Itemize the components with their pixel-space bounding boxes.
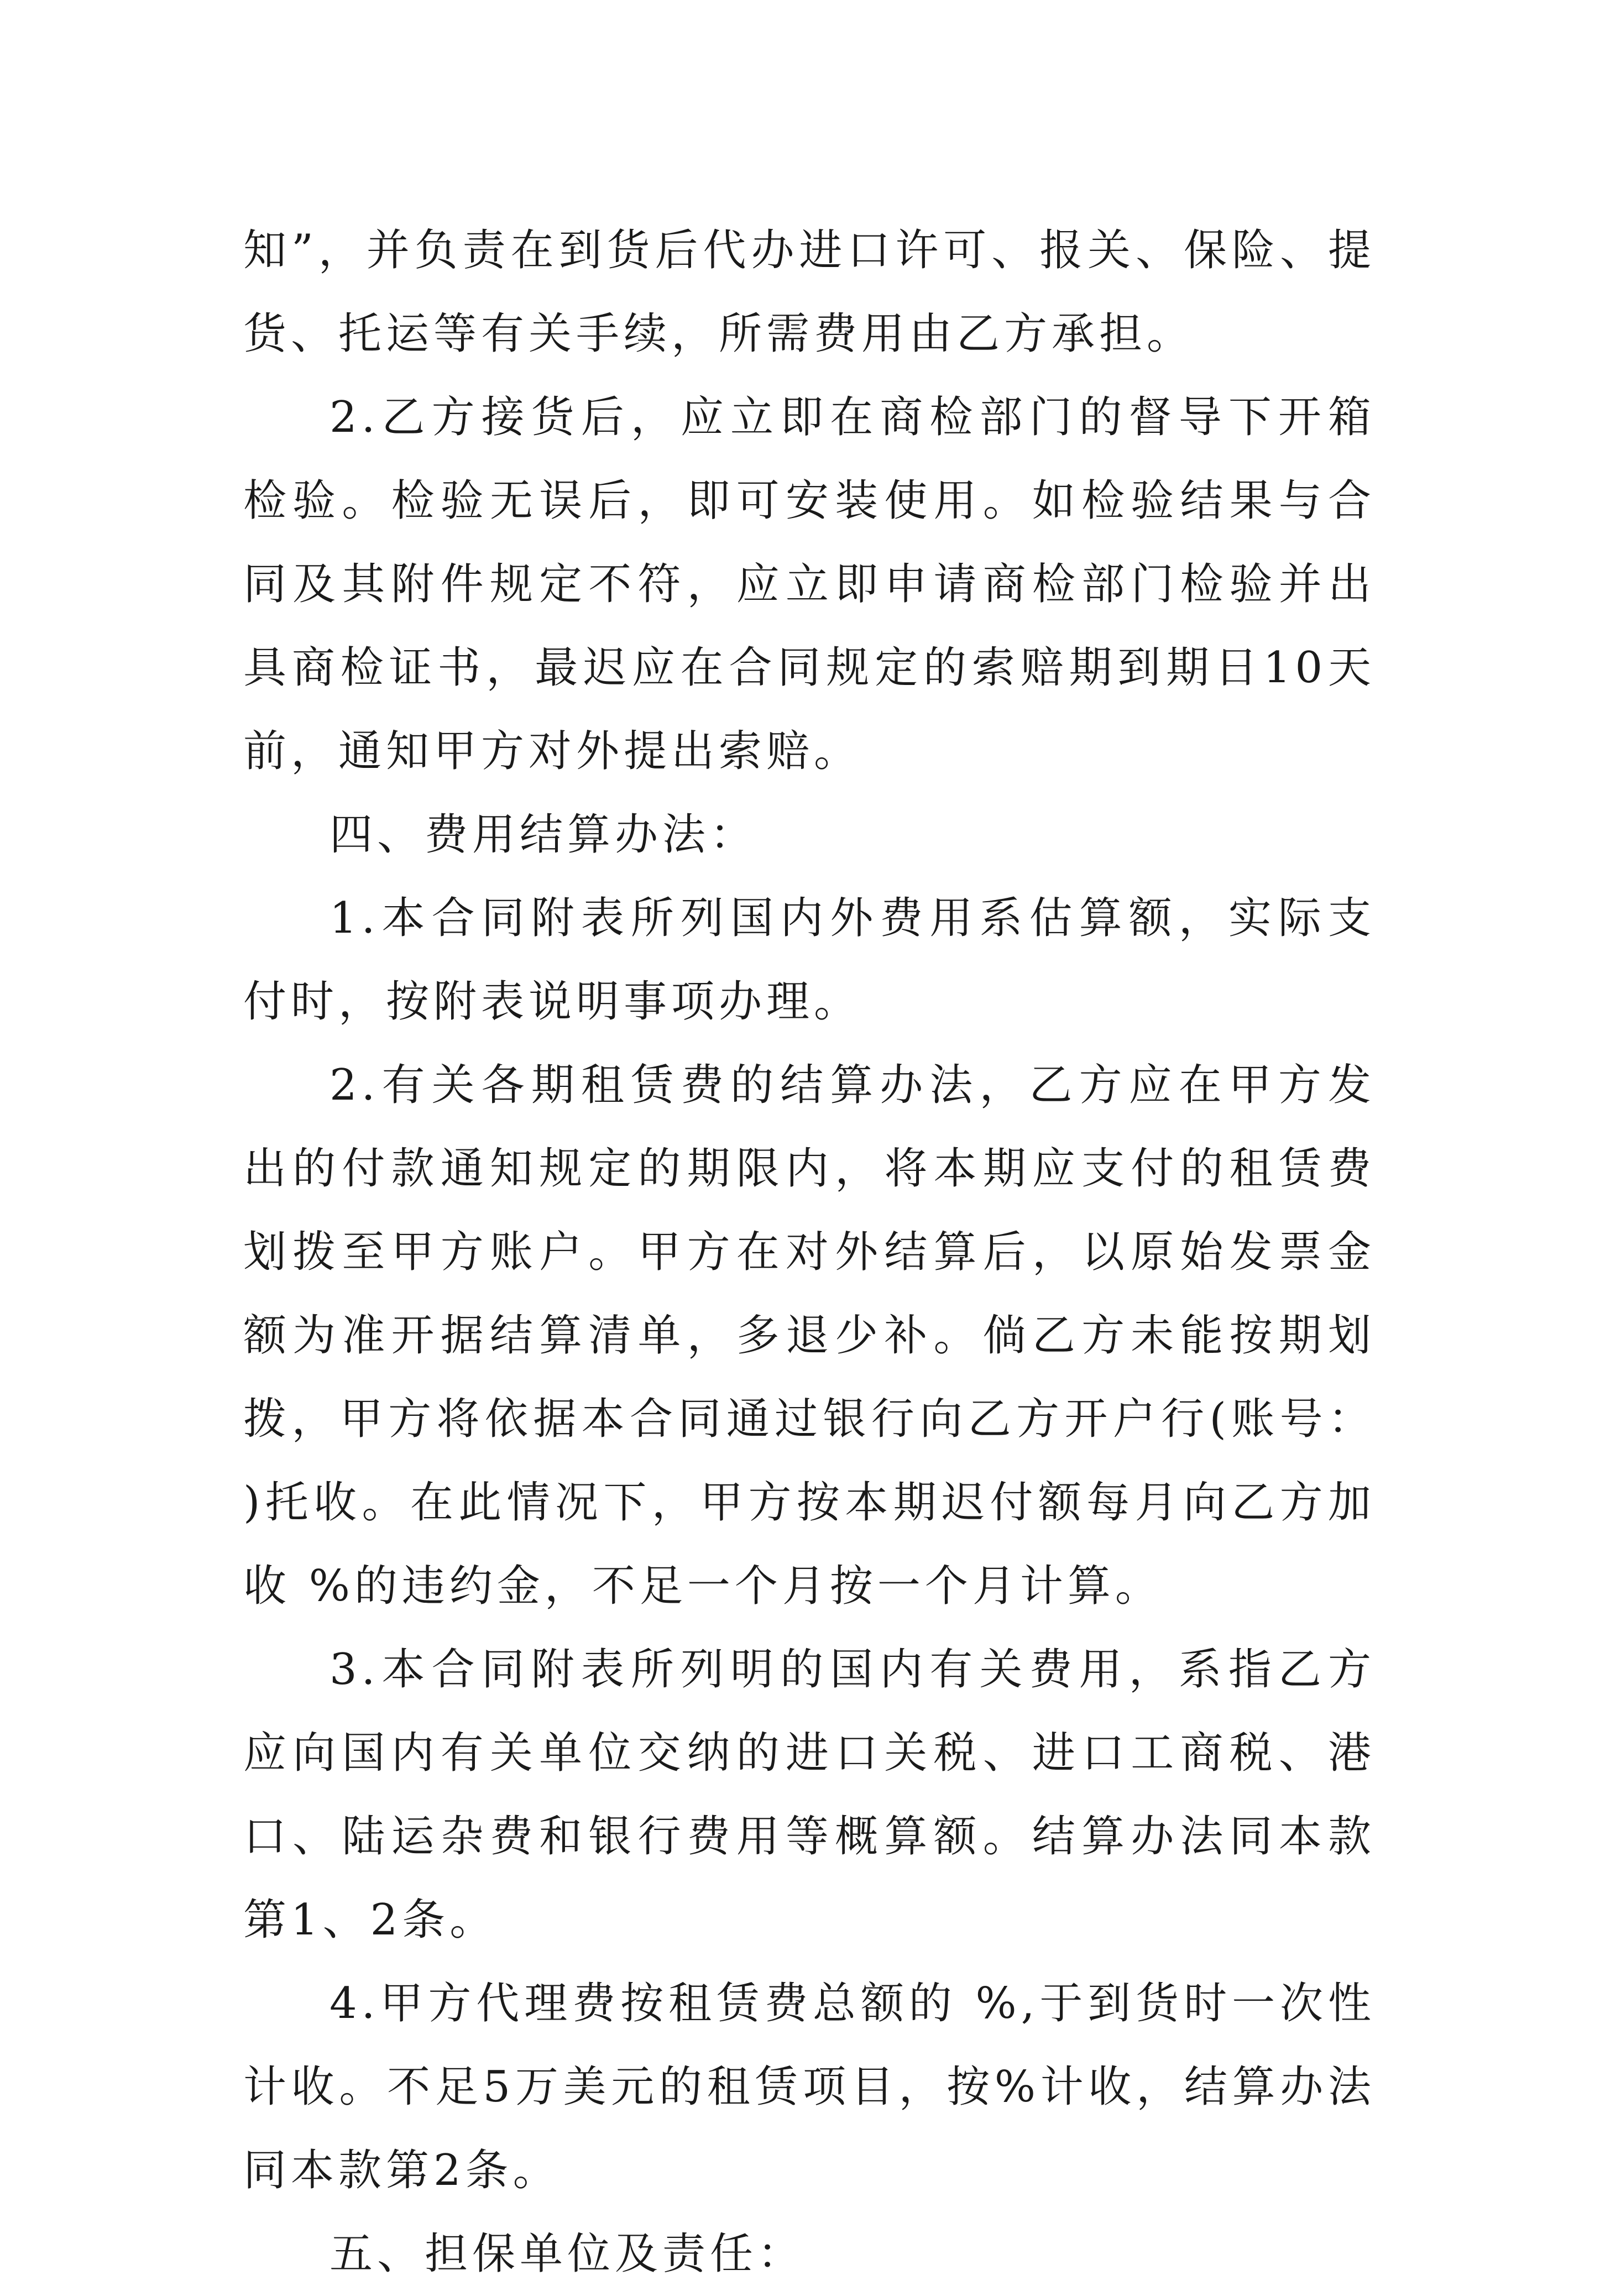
paragraph-fee-clause-4: 4.甲方代理费按租赁费总额的 %,于到货时一次性计收。不足5万美元的租赁项目，按%计收，结算办法同本款第2条。 — [243, 1979, 1376, 2195]
paragraph-fee-clause-1: 1.本合同附表所列国内外费用系估算额，实际支付时，按附表说明事项办理。 — [243, 893, 1376, 1027]
paragraph-continuation: 知”，并负责在到货后代办进口许可、报关、保险、提货、托运等有关手续，所需费用由乙方承担。 — [243, 226, 1376, 359]
section-heading-fee-settlement: 四、费用结算办法： — [330, 810, 758, 860]
paragraph-fee-clause-3: 3.本合同附表所列明的国内有关费用，系指乙方应向国内有关单位交纳的进口关税、进口工商税、港口、陆运杂费和银行费用等概算额。结算办法同本款第1、2条。 — [243, 1645, 1376, 1945]
paragraph-inspection-clause: 2.乙方接货后，应立即在商检部门的督导下开箱检验。检验无误后，即可安装使用。如检验结果与合同及其附件规定不符，应立即申请商检部门检验并出具商检证书，最迟应在合同规定的索赔期到期日10天前，通知甲方对外提出索赔。 — [243, 393, 1376, 776]
document-body — [243, 209, 1376, 2296]
section-heading-guarantor: 五、担保单位及责任： — [330, 2229, 806, 2279]
paragraph-fee-clause-2: 2.有关各期租赁费的结算办法，乙方应在甲方发出的付款通知规定的期限内，将本期应支付的租赁费划拨至甲方账户。甲方在对外结算后，以原始发票金额为准开据结算清单，多退少补。倘乙方未能按期划拨，甲方将依据本合同通过银行向乙方开户行(账号： )托收。在此情况下，甲方按本期迟付额每月向乙方加收 %的违约金，不足一个月按一个月计算。 — [243, 1060, 1376, 1611]
